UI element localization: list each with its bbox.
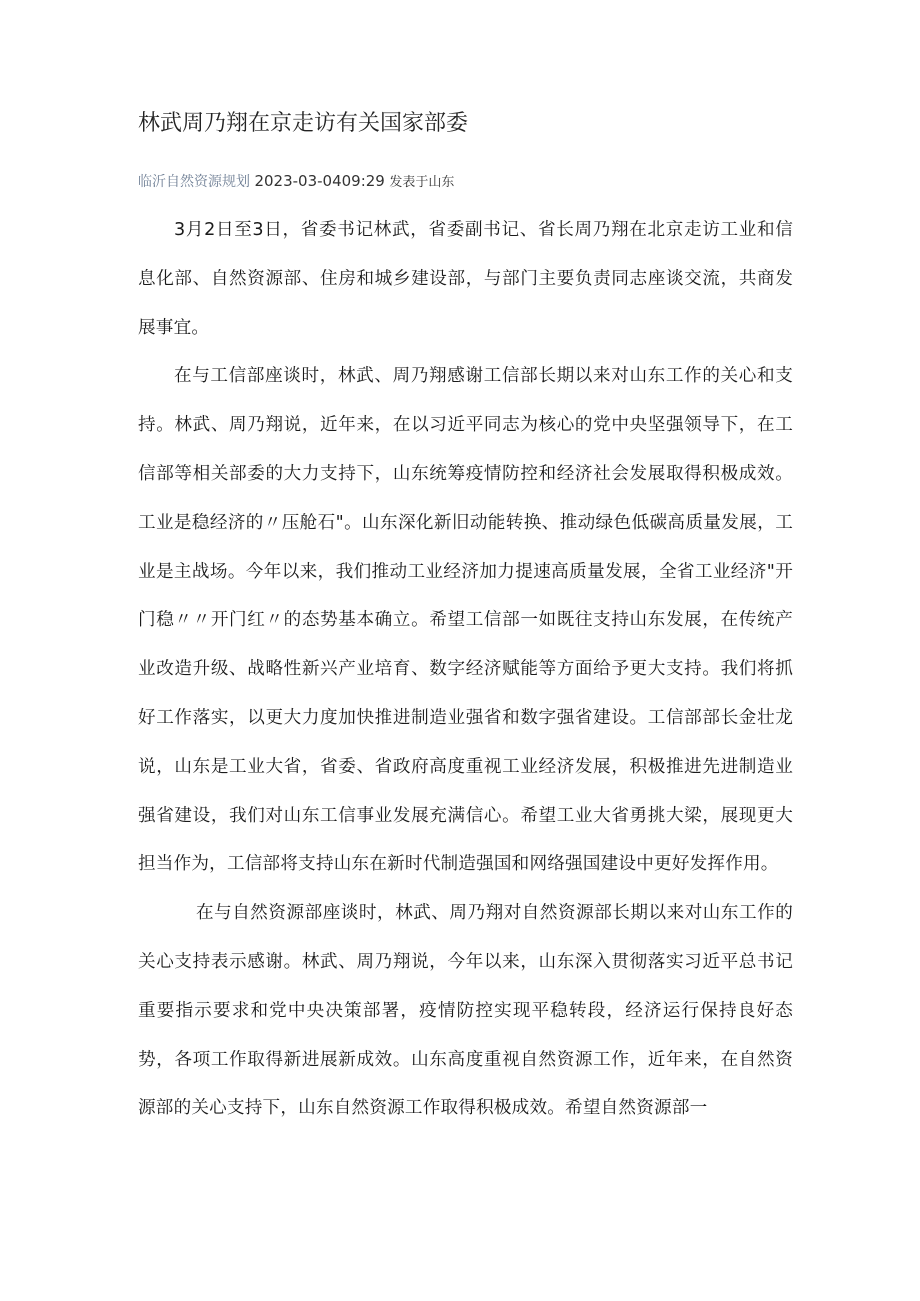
article-source[interactable]: 临沂自然资源规划 bbox=[138, 174, 250, 190]
article-title: 林武周乃翔在京走访有关国家部委 bbox=[138, 111, 469, 136]
paragraph: 3月2日至3日，省委书记林武，省委副书记、省长周乃翔在北京走访工业和信息化部、自然资源部、住房和城乡建设部，与部门主要负责同志座谈交流，共商发展事宜。 bbox=[138, 220, 793, 338]
article-datetime: 2023-03-0409:29 bbox=[254, 172, 385, 190]
article-body bbox=[138, 206, 793, 1133]
article-published-location: 发表于山东 bbox=[389, 175, 455, 190]
paragraph: 在与自然资源部座谈时，林武、周乃翔对自然资源部长期以来对山东工作的关心支持表示感谢。林武、周乃翔说，今年以来，山东深入贯彻落实习近平总书记重要指示要求和党中央决策部署，疫情防控实现平稳转段，经济运行保持良好态势，各项工作取得新进展新成效。山东高度重视自然资源工作，近年来，在自然资源部的关心支持下，山东自然资源工作取得积极成效。希望自然资源部一 bbox=[138, 903, 793, 1119]
article-meta bbox=[138, 171, 838, 193]
paragraph: 在与工信部座谈时，林武、周乃翔感谢工信部长期以来对山东工作的关心和支持。林武、周乃翔说，近年来，在以习近平同志为核心的党中央坚强领导下，在工信部等相关部委的大力支持下，山东统筹疫情防控和经济社会发展取得积极成效。工业是稳经济的〃压舱石"。山东深化新旧动能转换、推动绿色低碳高质量发展，工业是主战场。今年以来，我们推动工业经济加力提速高质量发展，全省工业经济"开门稳〃〃开门红〃的态势基本确立。希望工信部一如既往支持山东发展，在传统产业改造升级、战略性新兴产业培育、数字经济赋能等方面给予更大支持。我们将抓好工作落实，以更大力度加快推进制造业强省和数字强省建设。工信部部长金壮龙说，山东是工业大省，省委、省政府高度重视工业经济发展，积极推进先进制造业强省建设，我们对山东工信事业发展充满信心。希望工业大省勇挑大梁，展现更大担当作为，工信部将支持山东在新时代制造强国和网络强国建设中更好发挥作用。 bbox=[138, 366, 793, 875]
